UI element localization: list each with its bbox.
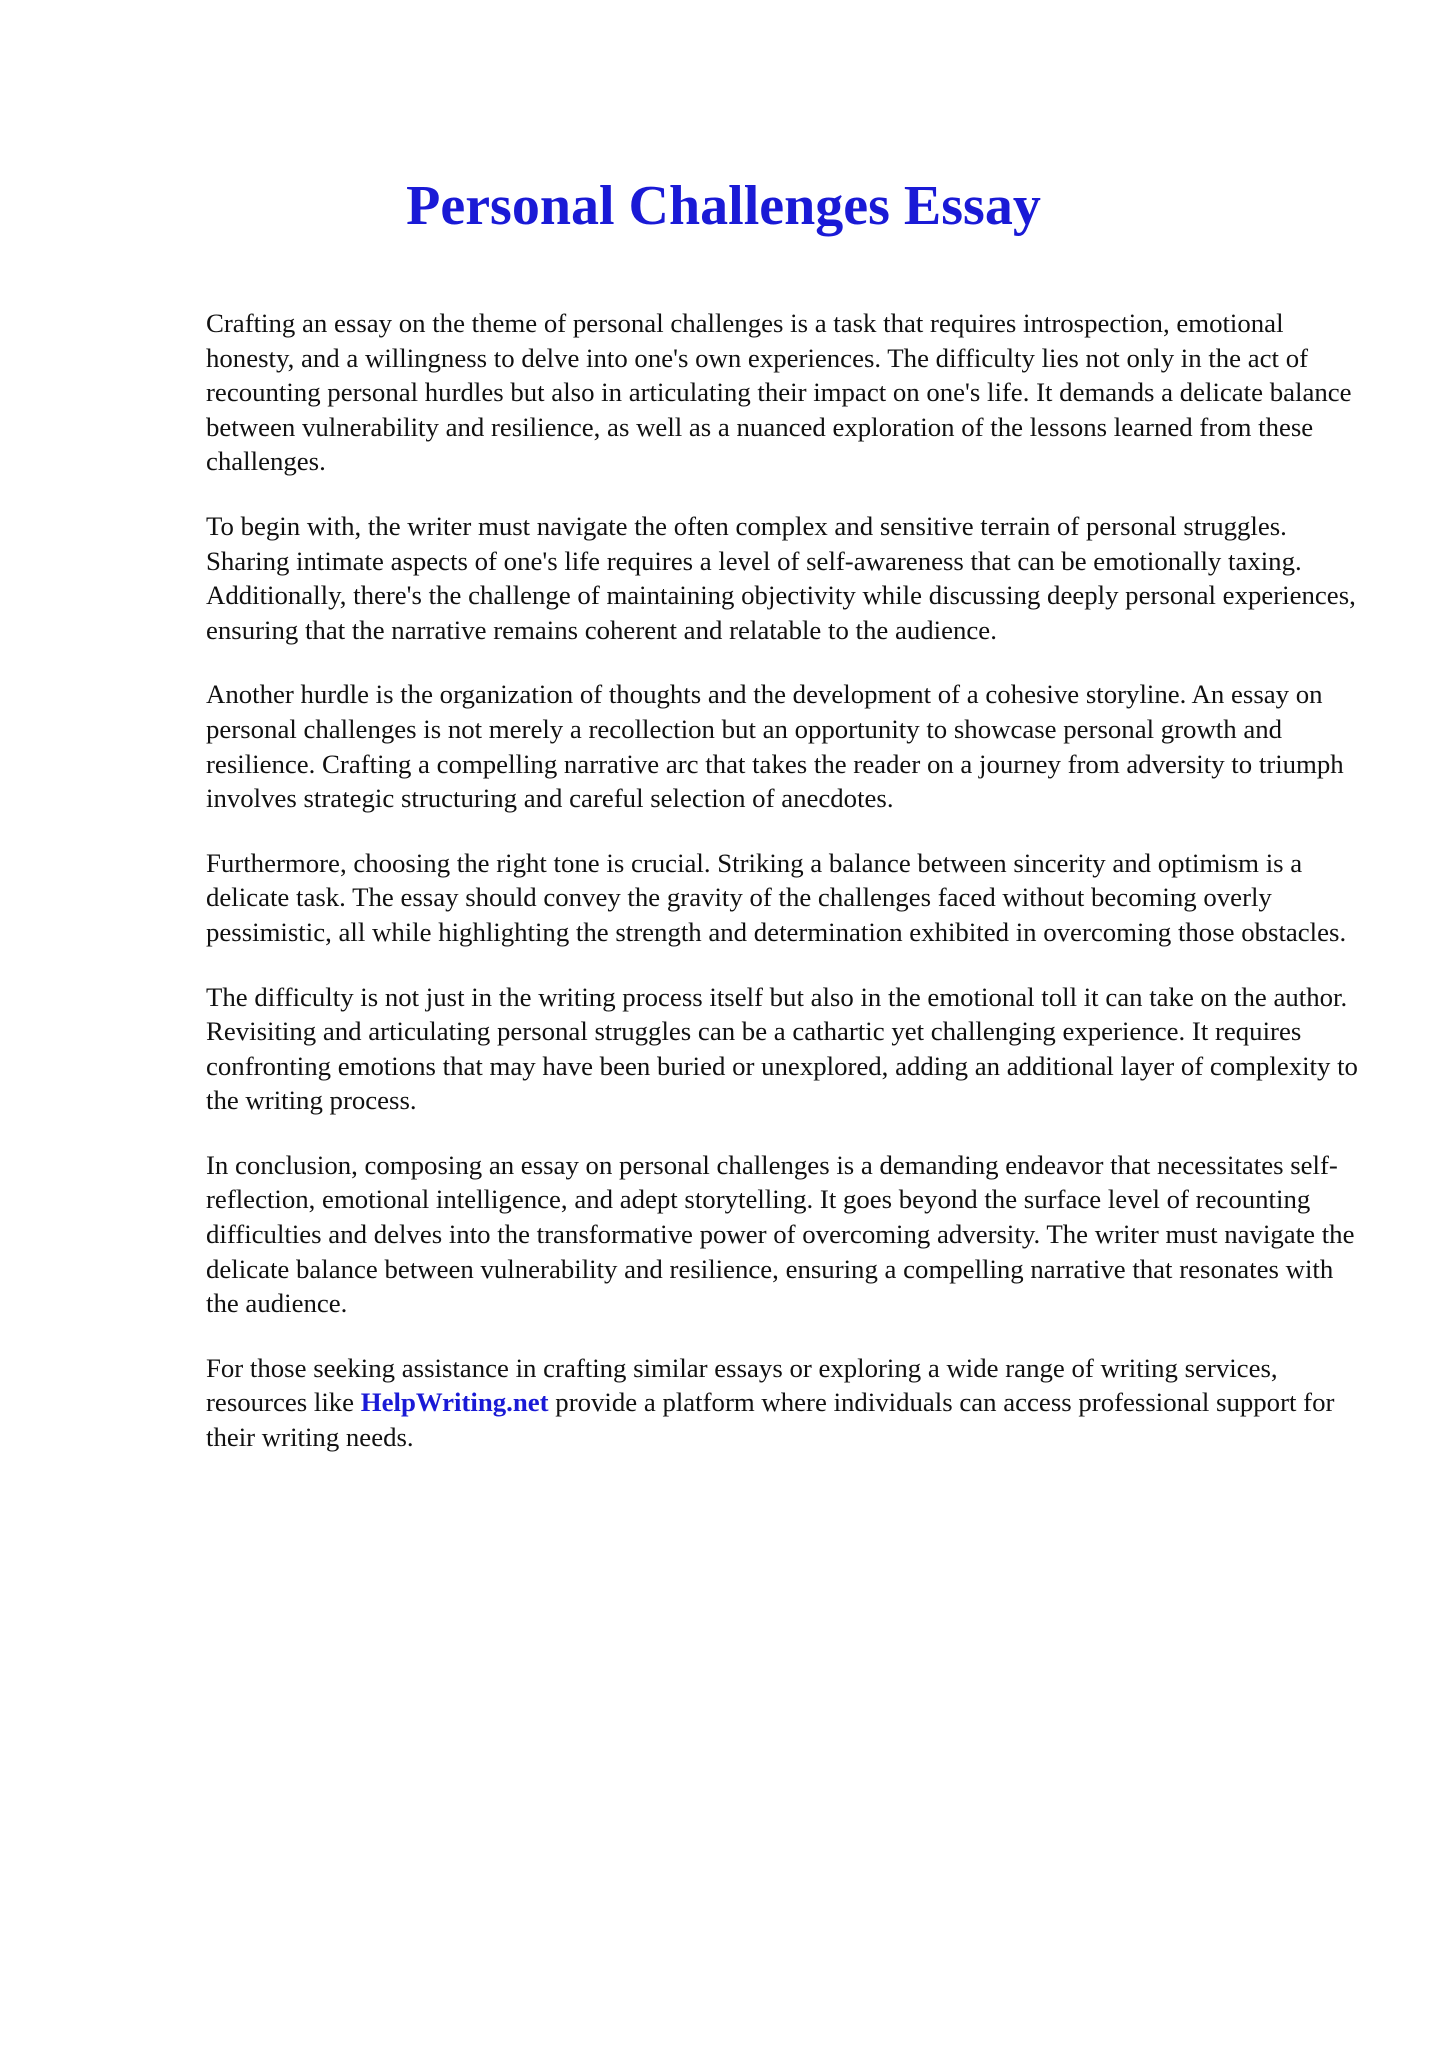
- closing-paragraph: [206, 1351, 1371, 1455]
- essay-body: [206, 306, 1371, 1485]
- closing-text-before: For those seeking assistance in crafting similar essays or exploring a wide range of writing services, resources like: [206, 1352, 1278, 1418]
- paragraph-3: Another hurdle is the organization of thoughts and the development of a cohesive storyline. An essay on personal challenges is not merely a recollection but an opportunity to showcase personal growth and resilience. Crafting a compelling narrative arc that takes the reader on a journey from adversity to triumph involves strategic structuring and careful selection of anecdotes.: [206, 679, 1344, 814]
- closing-text-after: provide a platform where individuals can access professional support for their writing needs.: [206, 1387, 1335, 1453]
- page-title: Personal Challenges Essay: [406, 175, 1041, 237]
- paragraph-5: The difficulty is not just in the writing process itself but also in the emotional toll it can take on the author. Revisiting and articulating personal struggles can be a cathartic yet challenging experience. It requires confronting emotions that may have been buried or unexplored, adding an additional layer of complexity to the writing process.: [206, 981, 1358, 1116]
- helpwriting-link[interactable]: HelpWriting.net: [360, 1387, 549, 1418]
- paragraph-1: Crafting an essay on the theme of personal challenges is a task that requires introspection, emotional honesty, and a willingness to delve into one's own experiences. The difficulty lies not only in the act of recounting personal hurdles but also in articulating their impact on one's life. It demands a delicate balance between vulnerability and resilience, as well as a nuanced exploration of the lessons learned from these challenges.: [206, 308, 1352, 477]
- paragraph-4: Furthermore, choosing the right tone is crucial. Striking a balance between sincerity and optimism is a delicate task. The essay should convey the gravity of the challenges faced without becoming overly pessimistic, all while highlighting the strength and determination exhibited in overcoming those obstacles.: [206, 847, 1347, 947]
- paragraph-6: In conclusion, composing an essay on personal challenges is a demanding endeavor that necessitates self-reflection, emotional intelligence, and adept storytelling. It goes beyond the surface level of recounting difficulties and delves into the transformative power of overcoming adversity. The writer must navigate the delicate balance between vulnerability and resilience, ensuring a compelling narrative that resonates with the audience.: [206, 1149, 1355, 1319]
- paragraph-2: To begin with, the writer must navigate the often complex and sensitive terrain of personal struggles. Sharing intimate aspects of one's life requires a level of self-awareness that can be emotionally taxing. Additionally, there's the challenge of maintaining objectivity while discussing deeply personal experiences, ensuring that the narrative remains coherent and relatable to the audience.: [206, 510, 1356, 645]
